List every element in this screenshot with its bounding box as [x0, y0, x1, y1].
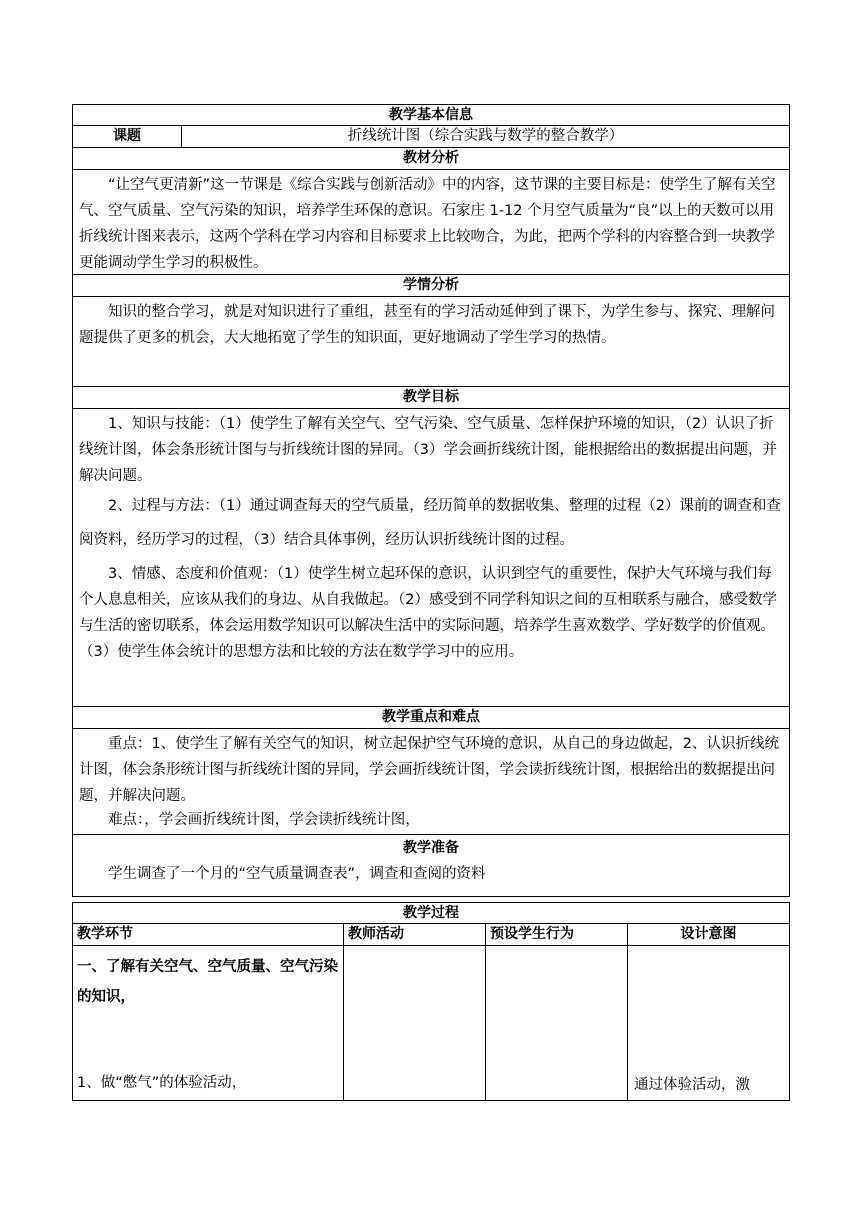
material-header: 教材分析: [72, 148, 790, 170]
key-focus: 重点：1、使学生了解有关空气的知识，树立起保护空气环境的意识，从自己的身边做起，2、认识折线统计图，体会条形统计图与折线统计图的异同，学会画折线统计图，学会读折线统计图，根据给出的数据提出问题，并解决问题。: [79, 736, 779, 804]
basic-info-header: 教学基本信息: [72, 104, 790, 126]
stage-cell: [73, 946, 343, 1100]
students-header: 学情分析: [72, 275, 790, 297]
process-row: [72, 946, 790, 1101]
column-header: 设计意图: [627, 924, 789, 945]
column-header: 教学环节: [77, 926, 133, 942]
student-behavior-cell: [485, 946, 627, 1100]
objective-item: 1、知识与技能：（1）使学生了解有关空气、空气污染、空气质量、怎样保护环境的知识，（2）认识了折线统计图，体会条形统计图与与折线统计图的异同。（3）学会画折线统计图，能根据给出的数据提出问题，并解决问题。: [79, 416, 777, 484]
preparation-section: [72, 835, 790, 897]
lesson-plan-table: [72, 104, 790, 1101]
topic-row: [72, 126, 790, 148]
stage-title: 一、了解有关空气、空气质量、空气污染的知识，: [77, 959, 338, 1005]
intent-cell: [627, 946, 789, 1100]
key-difficulty: 难点：，学会画折线统计图，学会读折线统计图，: [108, 812, 420, 828]
process-header: 教学过程: [72, 902, 790, 924]
stage-item: 1、做“憋气”的体验活动，: [77, 1075, 247, 1091]
topic-value: 折线统计图（综合实践与数学的整合教学）: [181, 126, 789, 147]
objective-item: 3、情感、态度和价值观：（1）使学生树立起环保的意识，认识到空气的重要性，保护大气环境与我们每个人息息相关，应该从我们的身边、从自我做起。（2）感受到不同学科知识之间的互相联系与融合，感受数学与生活的密切联系，体会运用数学知识可以解决生活中的实际问题，培养学生喜欢数学、学好数学的价值观。（3）使学生体会统计的思想方法和比较的方法在数学学习中的应用。: [79, 566, 777, 660]
objectives-header: 教学目标: [72, 387, 790, 409]
intent-text: 通过体验活动，激: [634, 1077, 750, 1093]
preparation-header: 教学准备: [403, 840, 459, 856]
material-text: “让空气更清新”这一节课是《综合实践与创新活动》中的内容，这节课的主要目标是：使学生了解有关空气、空气质量、空气污染的知识，培养学生环保的意识。石家庄 1-12 个月空气质量为“良”以上的天数可以用折线统计图来表示，这两个学科在学习内容和目标要求上比较吻合，为此，把两个学科的内容整合到一块教学更能调动学生学习的积极性。: [72, 170, 790, 275]
column-header: 教师活动: [343, 924, 485, 945]
key-points-header: 教学重点和难点: [72, 707, 790, 729]
objective-item: 2、过程与方法：（1）通过调查每天的空气质量，经历简单的数据收集、整理的过程（2）课前的调查和查阅资料，经历学习的过程，（3）结合具体事例，经历认识折线统计图的过程。: [79, 498, 781, 548]
key-points-body: [72, 729, 790, 835]
objectives-body: [72, 409, 790, 707]
students-text: 知识的整合学习，就是对知识进行了重组，甚至有的学习活动延伸到了课下，为学生参与、探究、理解问题提供了更多的机会，大大地拓宽了学生的知识面，更好地调动了学生学习的热情。: [72, 297, 790, 387]
preparation-text: 学生调查了一个月的“空气质量调查表”，调查和查阅的资料: [108, 866, 486, 882]
column-header: 预设学生行为: [485, 924, 627, 945]
process-column-headers: [72, 924, 790, 946]
teacher-activity-cell: [343, 946, 485, 1100]
topic-label: 课题: [113, 128, 141, 144]
